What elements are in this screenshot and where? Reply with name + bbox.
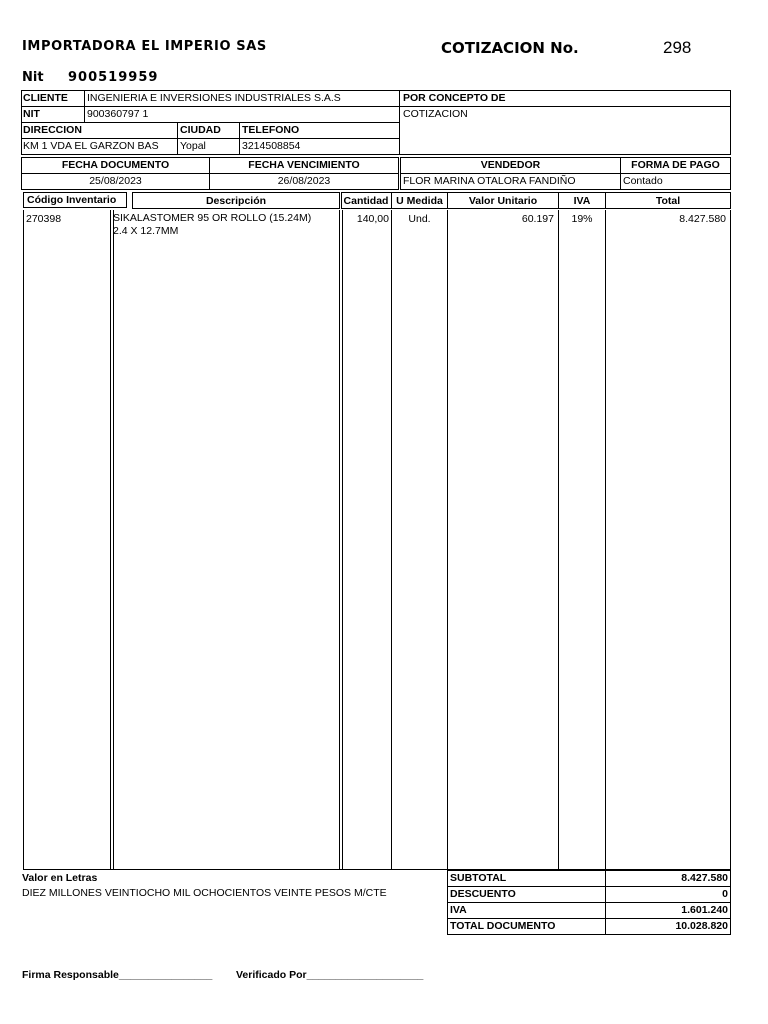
iva-total-value: 1.601.240 — [681, 904, 728, 916]
vendedor-label: VENDEDOR — [480, 159, 541, 171]
row-iva: 19% — [571, 213, 593, 225]
iva-total-label: IVA — [450, 904, 467, 916]
firma-responsable: Firma Responsable________________ — [22, 969, 213, 981]
client-nit-value: 900360797 1 — [87, 108, 149, 120]
row-cantidad: 140,00 — [356, 213, 389, 225]
concepto-value: COTIZACION — [403, 108, 468, 120]
quote-label: COTIZACION No. — [441, 39, 579, 57]
ciudad-label: CIUDAD — [180, 124, 221, 136]
header-total: Total — [655, 195, 681, 207]
forma-pago-value: Contado — [623, 175, 663, 187]
client-nit-label: NIT — [23, 108, 40, 120]
fecha-doc-value: 25/08/2023 — [89, 175, 142, 187]
header-umedida: U Medida — [396, 195, 443, 207]
row-codigo: 270398 — [26, 213, 62, 225]
company-nit-value: 900519959 — [68, 70, 159, 85]
telefono-label: TELEFONO — [242, 124, 300, 136]
row-valor-unitario: 60.197 — [521, 213, 554, 225]
direccion-value: KM 1 VDA EL GARZON BAS — [23, 140, 159, 152]
company-nit-label: Nit — [22, 70, 44, 85]
header-descripcion: Descripción — [205, 195, 267, 207]
cliente-value: INGENIERIA E INVERSIONES INDUSTRIALES S.A.S — [87, 92, 341, 104]
verificado-por: Verificado Por____________________ — [236, 969, 424, 981]
subtotal-value: 8.427.580 — [681, 872, 728, 884]
row-umedida: Und. — [408, 213, 431, 225]
row-descripcion-line1: SIKALASTOMER 95 OR ROLLO (15.24M) — [113, 212, 312, 224]
fecha-venc-label: FECHA VENCIMIENTO — [248, 159, 360, 171]
header-valor-unitario: Valor Unitario — [468, 195, 538, 207]
subtotal-label: SUBTOTAL — [450, 872, 507, 884]
row-descripcion — [113, 212, 339, 238]
total-documento-value: 10.028.820 — [675, 920, 728, 932]
company-name: IMPORTADORA EL IMPERIO SAS — [22, 39, 267, 54]
valor-letras-label: Valor en Letras — [22, 872, 98, 884]
ciudad-value: Yopal — [180, 140, 206, 152]
descuento-label: DESCUENTO — [450, 888, 516, 900]
header-iva: IVA — [573, 195, 591, 207]
descuento-value: 0 — [722, 888, 728, 900]
telefono-value: 3214508854 — [242, 140, 301, 152]
forma-pago-label: FORMA DE PAGO — [631, 159, 720, 171]
valor-letras: DIEZ MILLONES VEINTIOCHO MIL OCHOCIENTOS VEINTE PESOS M/CTE — [22, 887, 387, 899]
fecha-venc-value: 26/08/2023 — [277, 175, 331, 187]
fecha-doc-label: FECHA DOCUMENTO — [61, 159, 170, 171]
direccion-label: DIRECCION — [23, 124, 82, 136]
concepto-label: POR CONCEPTO DE — [403, 92, 506, 104]
total-documento-label: TOTAL DOCUMENTO — [450, 920, 556, 932]
header-cantidad: Cantidad — [343, 195, 389, 207]
header-codigo: Código Inventario — [27, 194, 117, 206]
row-descripcion-line2: 2.4 X 12.7MM — [113, 225, 179, 237]
quote-number: 298 — [663, 38, 692, 57]
cliente-label: CLIENTE — [23, 92, 68, 104]
row-total: 8.427.580 — [679, 213, 726, 225]
vendedor-value: FLOR MARINA OTALORA FANDIÑO — [403, 175, 576, 187]
